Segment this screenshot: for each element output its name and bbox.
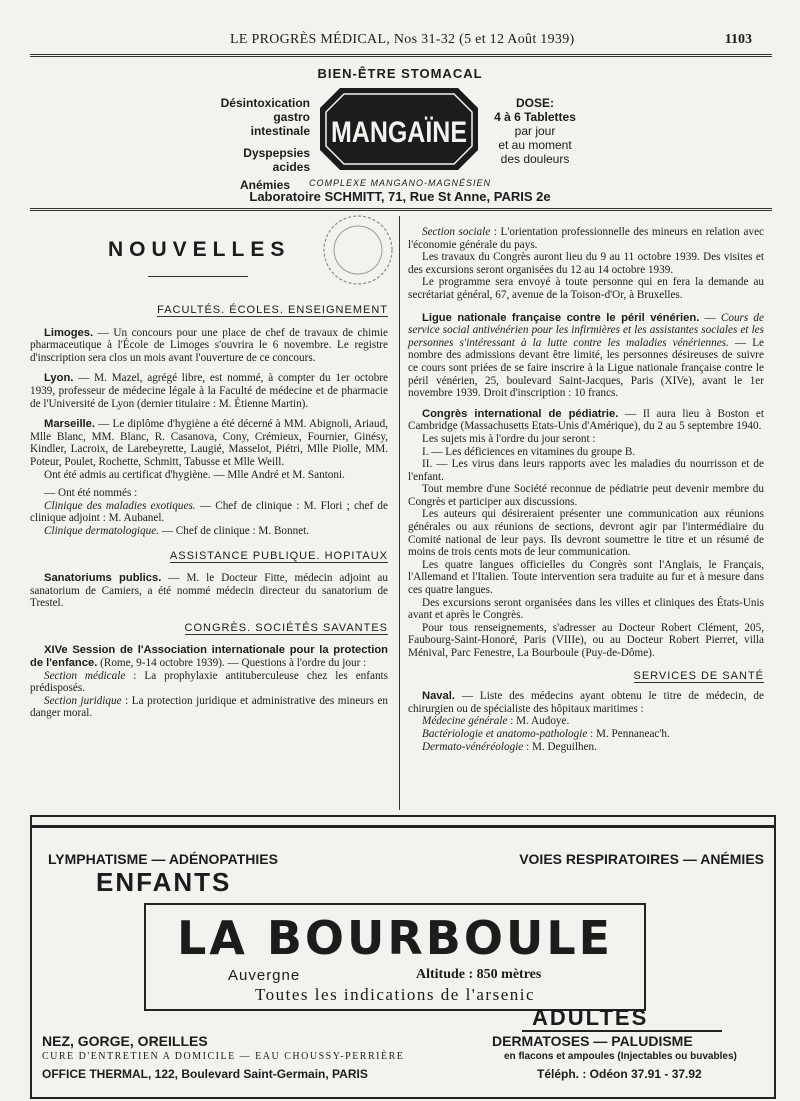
item-medecine-generale: Médecine générale : M. Audoye. bbox=[422, 715, 570, 728]
adultes-rule bbox=[522, 1030, 722, 1032]
item-marseille: Marseille. — Le diplôme d'hygiène a été décerné à MM. Abignoli, Ariaud, Mlle Blanc, MM. Blanc, R. Casanova, Cony, Crémieux, Fournier, Ginésy, Kindler, Lacroix, de Larebeyrette, Laugié, Masselot, Piétri, Mlle Piolle, MM. Poteur, Poulet, Rochette, Schmitt, Tabusse et Mlle Weill. bbox=[30, 418, 388, 468]
ad-dermatoses: DERMATOSES — PALUDISME bbox=[492, 1033, 693, 1049]
indication-line: Désintoxication bbox=[220, 96, 310, 110]
ad-name: LA BOURBOULE bbox=[176, 911, 614, 965]
dose-line: par jour bbox=[514, 124, 556, 138]
dose-line: et au moment bbox=[498, 138, 572, 152]
item-clinique-exotique: Clinique des maladies exotiques. — Chef de clinique : M. Flori ; chef de clinique adjoint : M. Aubanel. bbox=[30, 499, 388, 525]
dose-line: 4 à 6 Tablettes bbox=[494, 110, 576, 124]
ad-indications-right: VOIES RESPIRATOIRES — ANÉMIES bbox=[519, 851, 764, 867]
item-marseille-cert: Ont été admis au certificat d'hygiène. — Mlle André et M. Santoni. bbox=[44, 468, 345, 481]
indication-line: gastro intestinale bbox=[250, 110, 310, 138]
ad-indications-left: LYMPHATISME — ADÉNOPATHIES bbox=[48, 851, 278, 867]
heading-services: SERVICES DE SANTÉ bbox=[633, 669, 764, 682]
item-nommes: — Ont été nommés : bbox=[44, 487, 138, 500]
bourboule-ad bbox=[30, 815, 776, 1099]
ad-enfants: ENFANTS bbox=[96, 867, 232, 897]
mangaine-subtitle: COMPLEXE MANGANO-MAGNÉSIEN bbox=[308, 178, 492, 188]
right-column bbox=[408, 226, 764, 753]
dose-line: des douleurs bbox=[500, 152, 570, 166]
mangaine-dose bbox=[490, 96, 580, 166]
header-rule bbox=[30, 54, 772, 57]
item-pediatrie: Congrès international de pédiatrie. — Il aura lieu à Boston et Cambridge (Massachusetts Etats-Unis d'Amérique), du 2 au 5 septembre 1940. bbox=[408, 407, 764, 433]
heading-assistance: ASSISTANCE PUBLIQUE. HOPITAUX bbox=[169, 549, 388, 562]
title-rule bbox=[148, 276, 248, 277]
mangaine-brand: MANGAÏNE bbox=[331, 116, 467, 149]
paragraph: Les auteurs qui désireraient présenter une communication aux réunions générales ou aux réunions de sections, devront agir par l'intermédiaire du Comité national de leur pays. Ils devront soumettre le titre et un résumé de moins de trois cents mots de leur communication. bbox=[408, 508, 764, 559]
item-xiv-session: XIVe Session de l'Association internationale pour la protection de l'enfance. (Rome, 9-14 octobre 1939). — Questions à l'ordre du jour : bbox=[30, 644, 388, 670]
running-header bbox=[0, 32, 800, 52]
paragraph: Tout membre d'une Société reconnue de pédiatrie peut devenir membre du Congrès et participer aux discussions. bbox=[408, 483, 764, 508]
ad-telephone: Téléph. : Odéon 37.91 - 37.92 bbox=[537, 1067, 702, 1081]
item-lyon: Lyon. — M. Mazel, agrégé libre, est nommé, à compter du 1er octobre 1939, professeur de médecine légale à la Faculté de médecine et de pharmacie de l'Université de Lyon (dernier titulaire : M. Étienne Martin). bbox=[30, 372, 388, 410]
paragraph: I. — Les déficiences en vitamines du groupe B. bbox=[422, 445, 636, 458]
heading-facultes: FACULTÉS. ÉCOLES. ENSEIGNEMENT bbox=[157, 304, 388, 316]
paragraph: Les quatre langues officielles du Congrès sont l'Anglais, le Français, l'Allemand et l'Italien. Toute intervention sera traduite au fur et à mesure dans ces quatre langues. bbox=[408, 558, 764, 597]
library-stamp bbox=[318, 210, 398, 290]
ad-top-rule bbox=[32, 825, 774, 828]
paragraph: Les travaux du Congrès auront lieu du 9 au 11 octobre 1939. Des visites et des excursions seront organisées du 12 au 14 octobre 1939. bbox=[408, 251, 764, 276]
mangaine-logo bbox=[318, 84, 480, 174]
item-naval: Naval. — Liste des médecins ayant obtenu le titre de médecin, de chirurgien ou de spécialiste des hôpitaux maritimes : bbox=[408, 690, 764, 715]
ad-rule bbox=[30, 208, 772, 211]
paragraph: Des excursions seront organisées dans les villes et cliniques des États-Unis avant et après le Congrès. bbox=[408, 596, 764, 622]
mangaine-laboratory: Laboratoire SCHMITT, 71, Rue St Anne, PARIS 2e bbox=[249, 189, 551, 204]
ad-office: OFFICE THERMAL, 122, Boulevard Saint-Germain, PARIS bbox=[42, 1067, 368, 1081]
indication-line: Dyspepsies acides bbox=[243, 146, 310, 174]
item-sanatoriums: Sanatoriums publics. — M. le Docteur Fitte, médecin adjoint au sanatorium de Camiers, a été nommé médecin directeur du sanatorium de Trestel. bbox=[30, 572, 388, 610]
item-section-juridique: Section juridique : La protection juridique et administrative des mineurs en danger moral. bbox=[30, 694, 388, 720]
item-limoges: Limoges. — Un concours pour une place de chef de travaux de chimie pharmaceutique à l'École de Limoges s'ouvrira le 6 novembre. Le registre d'inscription sera clos un mois avant l'ouverture de ce concours. bbox=[30, 326, 388, 364]
column-divider bbox=[399, 216, 400, 810]
page-number: 1103 bbox=[724, 32, 752, 47]
item-section-medicale: Section médicale : La prophylaxie antituberculeuse chez les enfants prédisposés. bbox=[30, 669, 388, 695]
paragraph: II. — Les virus dans leurs rapports avec les maladies du nourrisson et de l'enfant. bbox=[408, 458, 764, 483]
item-ligue: Ligue nationale française contre le péril vénérien. — Cours de service social antivénérien pour les infirmières et les assistantes sociales et les personnes s'intéressant à la lutte contre les maladies vénériennes. — Le nombre des admissions devant être limité, les personnes désireuses de suivre ce cours sont priées de se faire inscrire à la Ligue nationale française contre le péril vénérien, 25, boulevard Saint-Jacques, Paris (XIVe), avant le 1er novembre 1939. Droit d'inscription : 10 francs. bbox=[408, 311, 764, 400]
ad-name-box bbox=[144, 903, 646, 1011]
ad-flacons: en flacons et ampoules (Injectables ou buvables) bbox=[504, 1051, 737, 1062]
ad-nez: NEZ, GORGE, OREILLES bbox=[42, 1033, 208, 1049]
paragraph: Les sujets mis à l'ordre du jour seront : bbox=[422, 432, 596, 445]
ad-adultes: ADULTES bbox=[532, 1005, 649, 1030]
section-title: NOUVELLES bbox=[108, 238, 291, 261]
heading-congres: CONGRÈS. SOCIÉTÉS SAVANTES bbox=[184, 621, 388, 634]
item-bacteriologie: Bactériologie et anatomo-pathologie : M. Pennaneac'h. bbox=[422, 727, 670, 740]
mangaine-headline: BIEN-ÊTRE STOMACAL bbox=[317, 66, 483, 81]
paragraph: Le programme sera envoyé à toute personne qui en fera la demande au secrétariat général, 67, avenue de la Toison-d'Or, à Bruxelles. bbox=[408, 276, 764, 301]
journal-title: LE PROGRÈS MÉDICAL, Nos 31-32 (5 et 12 Août 1939) bbox=[230, 32, 575, 47]
item-section-sociale: Section sociale : L'orientation professionnelle des mineurs en relation avec l'économie générale du pays. bbox=[408, 226, 764, 251]
paragraph: Pour tous renseignements, s'adresser au Docteur Robert Clément, 205, Faubourg-Saint-Honoré, Paris (VIIIe), ou au Docteur Robert Pierret, villa Ménival, Parc Fenestre, La Bourboule (Puy-de-Dôme). bbox=[408, 621, 764, 659]
dose-line: DOSE: bbox=[515, 96, 554, 110]
ad-cure: CURE D'ENTRETIEN A DOMICILE — EAU CHOUSSY-PERRIÈRE bbox=[42, 1051, 405, 1062]
ad-region: Auvergne bbox=[228, 967, 301, 984]
item-dermato: Dermato-vénéréologie : M. Deguilhen. bbox=[422, 740, 597, 753]
ad-tagline: Toutes les indications de l'arsenic bbox=[254, 985, 536, 1004]
indication-line: Anémies bbox=[239, 178, 290, 192]
item-clinique-derm: Clinique dermatologique. — Chef de clinique : M. Bonnet. bbox=[44, 524, 310, 537]
left-column bbox=[30, 304, 388, 720]
ad-altitude: Altitude : 850 mètres bbox=[416, 967, 542, 982]
